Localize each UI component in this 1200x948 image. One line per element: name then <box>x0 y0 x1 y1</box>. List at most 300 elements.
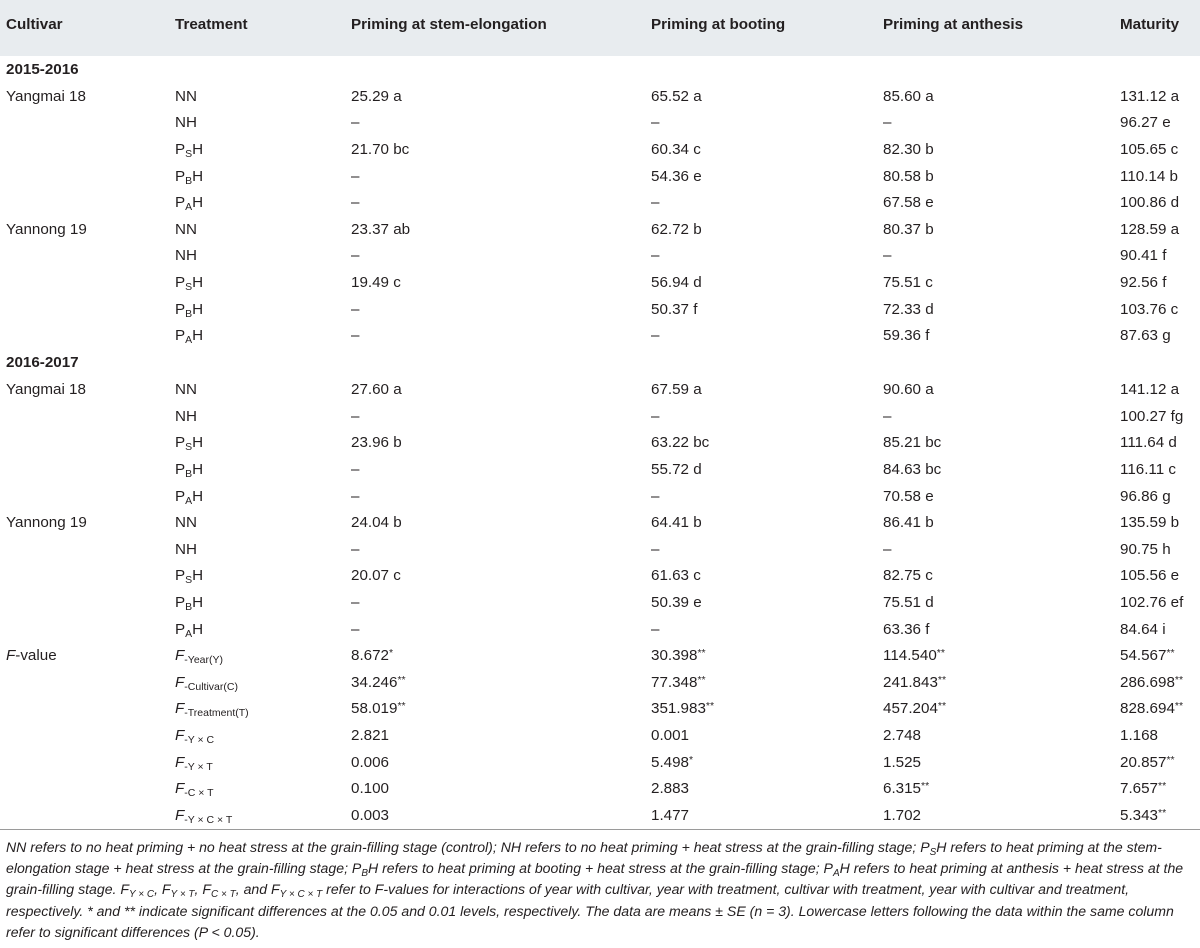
value-cell: – <box>351 407 360 425</box>
value-cell: 116.11 c <box>1120 461 1177 479</box>
value-cell: 25.29 a <box>351 87 402 105</box>
significance-marker: ** <box>1158 806 1167 819</box>
value-cell: 67.59 a <box>651 381 702 399</box>
treatment-code: P <box>175 461 186 479</box>
fvalue-number: 2.748 <box>883 726 922 744</box>
fvalue-term-subscript: -Y × C <box>184 733 215 746</box>
value-cell: – <box>351 540 360 558</box>
fvalue-label-f: F <box>6 647 16 665</box>
value-cell: 63.36 f <box>883 620 930 638</box>
fvalue-term-f: F <box>175 647 185 665</box>
value-cell: – <box>351 620 360 638</box>
value-cell: 55.72 d <box>651 461 702 479</box>
value-cell: 131.12 a <box>1120 87 1180 105</box>
fvalue-label-cell <box>0 749 175 776</box>
treatment-subscript: B <box>185 600 193 613</box>
treatment-code: NH <box>175 407 197 425</box>
cultivar-cell <box>0 323 175 350</box>
footnote-subscript: C × T <box>211 889 236 901</box>
fvalue-term-f: F <box>175 753 185 771</box>
fvalue-number: 1.477 <box>651 806 690 824</box>
value-cell: 87.63 g <box>1120 327 1171 345</box>
treatment-subscript: A <box>185 334 193 347</box>
fvalue-term-f: F <box>175 780 185 798</box>
treatment-subscript: A <box>185 627 193 640</box>
header-treatment: Treatment <box>175 16 248 33</box>
value-cell: – <box>651 487 660 505</box>
value-cell: – <box>651 194 660 212</box>
footnote-text: H refers to heat priming at anthesis + heat stress at the grain-filling stage. F <box>6 860 1184 898</box>
fvalue-number: 6.315 <box>883 780 922 798</box>
value-cell: 85.60 a <box>883 87 934 105</box>
table-row <box>0 190 1200 217</box>
treatment-suffix: H <box>192 434 204 452</box>
treatment-code: P <box>175 300 186 318</box>
value-cell: 90.60 a <box>883 381 934 399</box>
significance-marker: ** <box>397 673 406 686</box>
treatment-subscript: S <box>185 574 193 587</box>
significance-marker: ** <box>936 647 945 660</box>
treatment-cell <box>175 404 351 431</box>
treatment-suffix: H <box>192 567 204 585</box>
value-cell: 20.07 c <box>351 567 401 585</box>
fvalue-cell <box>351 643 651 670</box>
table-row <box>0 323 1200 350</box>
value-cell: – <box>351 593 360 611</box>
value-cell: – <box>883 407 892 425</box>
cultivar-cell <box>0 84 175 111</box>
fvalue-term-subscript: -Y × T <box>184 760 213 773</box>
fvalue-cell <box>1120 643 1200 670</box>
fvalue-cell <box>351 802 651 829</box>
header-row <box>0 0 1200 56</box>
fvalue-number: 5.343 <box>1120 806 1159 824</box>
fvalue-term-subscript: -Year(Y) <box>184 654 223 667</box>
cultivar-cell <box>0 616 175 643</box>
fvalue-term-f: F <box>175 806 185 824</box>
value-cell: 92.56 f <box>1120 273 1167 291</box>
fvalue-cell <box>1120 696 1200 723</box>
fvalue-term-subscript: -Y × C × T <box>184 813 233 826</box>
fvalue-number: 20.857 <box>1120 753 1167 771</box>
fvalue-number: 0.003 <box>351 806 390 824</box>
table-row <box>0 377 1200 404</box>
value-cell: 59.36 f <box>883 327 930 345</box>
cultivar-cell <box>0 510 175 537</box>
fvalue-label-cell <box>0 696 175 723</box>
fvalue-number: 1.168 <box>1120 726 1159 744</box>
table-body <box>0 56 1200 829</box>
year-section-row <box>0 56 1200 84</box>
cultivar-cell <box>0 404 175 431</box>
cultivar-name: Yannong 19 <box>6 220 87 238</box>
cultivar-cell <box>0 296 175 323</box>
value-cell: – <box>351 300 360 318</box>
value-cell: 27.60 a <box>351 381 402 399</box>
fvalue-cell <box>351 669 651 696</box>
significance-marker: ** <box>697 673 706 686</box>
treatment-subscript: B <box>185 468 193 481</box>
fvalue-number: 1.525 <box>883 753 922 771</box>
value-cell: 85.21 bc <box>883 434 942 452</box>
treatment-code: P <box>175 140 186 158</box>
treatment-cell <box>175 216 351 243</box>
fvalue-cell <box>651 696 883 723</box>
value-cell: 63.22 bc <box>651 434 710 452</box>
year-section-row <box>0 349 1200 377</box>
footnote-text: H refers to heat priming at booting + heat stress at the grain-filling stage; P <box>367 860 833 877</box>
fvalue-number: 34.246 <box>351 673 398 691</box>
cultivar-cell <box>0 457 175 484</box>
value-cell: 105.56 e <box>1120 567 1180 585</box>
cultivar-cell <box>0 216 175 243</box>
treatment-code: P <box>175 567 186 585</box>
value-cell: – <box>351 327 360 345</box>
treatment-suffix: H <box>192 593 204 611</box>
fvalue-number: 58.019 <box>351 700 398 718</box>
treatment-suffix: H <box>192 487 204 505</box>
significance-marker: ** <box>1174 673 1184 686</box>
cultivar-cell <box>0 190 175 217</box>
fvalue-cell <box>651 802 883 829</box>
fvalue-number: 828.694 <box>1120 700 1175 718</box>
fvalue-cell <box>883 749 1120 776</box>
footnote-text: , F <box>194 881 211 898</box>
value-cell: – <box>651 620 660 638</box>
cultivar-name: Yangmai 18 <box>6 381 86 399</box>
value-cell: 100.86 d <box>1120 194 1180 212</box>
value-cell: 105.65 c <box>1120 140 1179 158</box>
value-cell: 56.94 d <box>651 273 702 291</box>
value-cell: 141.12 a <box>1120 381 1180 399</box>
fvalue-label-cell <box>0 802 175 829</box>
value-cell: 21.70 bc <box>351 140 410 158</box>
value-cell: – <box>351 487 360 505</box>
fvalue-cell <box>1120 669 1200 696</box>
value-cell: – <box>351 247 360 265</box>
table-row <box>0 510 1200 537</box>
value-cell: 23.96 b <box>351 434 402 452</box>
footnote-subscript: S <box>929 847 937 859</box>
fvalue-cell <box>351 776 651 803</box>
value-cell: 90.41 f <box>1120 247 1167 265</box>
treatment-cell <box>175 510 351 537</box>
fvalue-term-cell <box>175 643 351 670</box>
fvalue-label-cell <box>0 669 175 696</box>
value-cell: 111.64 d <box>1120 434 1177 452</box>
treatment-code: P <box>175 327 186 345</box>
value-cell: 80.58 b <box>883 167 934 185</box>
value-cell: 96.86 g <box>1120 487 1171 505</box>
fvalue-term-subscript: -Treatment(T) <box>184 707 249 720</box>
value-cell: 75.51 c <box>883 273 933 291</box>
value-cell: – <box>351 461 360 479</box>
fvalue-cell <box>651 643 883 670</box>
significance-marker: ** <box>1166 647 1175 660</box>
cultivar-cell <box>0 563 175 590</box>
fvalue-label-cell <box>0 723 175 750</box>
treatment-cell <box>175 616 351 643</box>
table-row <box>0 110 1200 137</box>
treatment-cell <box>175 563 351 590</box>
value-cell: 82.30 b <box>883 140 934 158</box>
table-row <box>0 430 1200 457</box>
footnote-text: NN refers to no heat priming + no heat stress at the grain-filling stage (control); NH refers to no heat priming + heat stress at the grain-filling stage; P <box>6 839 930 856</box>
treatment-code: P <box>175 620 186 638</box>
fvalue-number: 8.672 <box>351 647 390 665</box>
treatment-suffix: H <box>192 140 204 158</box>
significance-marker: ** <box>697 647 706 660</box>
fvalue-cell <box>651 723 883 750</box>
value-cell: – <box>651 540 660 558</box>
value-cell: – <box>351 114 360 132</box>
table-header <box>0 0 1200 56</box>
header-priming-stem-elongation: Priming at stem-elongation <box>351 16 547 33</box>
fvalue-cell <box>1120 776 1200 803</box>
treatment-suffix: H <box>192 300 204 318</box>
fvalue-cell <box>1120 723 1200 750</box>
footnote-subscript: Y × C <box>128 889 155 901</box>
fvalue-number: 77.348 <box>651 673 698 691</box>
table-row <box>0 216 1200 243</box>
fvalue-term-cell <box>175 723 351 750</box>
fvalue-cell <box>883 723 1120 750</box>
header-maturity: Maturity <box>1120 16 1180 33</box>
table-row <box>0 84 1200 111</box>
treatment-subscript: S <box>185 147 193 160</box>
treatment-code: P <box>175 273 186 291</box>
fvalue-cell <box>351 696 651 723</box>
fvalue-number: 54.567 <box>1120 647 1167 665</box>
cultivar-cell <box>0 270 175 297</box>
value-cell: 72.33 d <box>883 300 934 318</box>
table-row <box>0 163 1200 190</box>
fvalue-cell <box>1120 802 1200 829</box>
fvalue-row <box>0 776 1200 803</box>
treatment-cell <box>175 537 351 564</box>
treatment-code: NN <box>175 381 197 399</box>
fvalue-row <box>0 723 1200 750</box>
value-cell: 61.63 c <box>651 567 701 585</box>
fvalue-cell <box>883 696 1120 723</box>
fvalue-cell <box>351 723 651 750</box>
value-cell: 50.37 f <box>651 300 698 318</box>
value-cell: 80.37 b <box>883 220 934 238</box>
significance-marker: ** <box>937 700 947 713</box>
significance-marker: ** <box>1166 753 1175 766</box>
significance-marker: ** <box>921 780 930 793</box>
treatment-cell <box>175 483 351 510</box>
footnote-subscript: Y × T <box>170 889 195 901</box>
treatment-code: P <box>175 593 186 611</box>
treatment-cell <box>175 377 351 404</box>
value-cell: 84.63 bc <box>883 461 942 479</box>
value-cell: 54.36 e <box>651 167 702 185</box>
value-cell: 128.59 a <box>1120 220 1180 238</box>
fvalue-term-cell <box>175 802 351 829</box>
cultivar-cell <box>0 483 175 510</box>
table-row <box>0 616 1200 643</box>
cultivar-cell <box>0 137 175 164</box>
fvalue-term-cell <box>175 749 351 776</box>
treatment-code: P <box>175 167 186 185</box>
value-cell: 19.49 c <box>351 273 401 291</box>
value-cell: 110.14 b <box>1120 167 1178 185</box>
footnote-text: H refers to heat priming at the stem-elongation stage + heat stress at the grain-filling stage; P <box>6 839 1162 877</box>
treatment-cell <box>175 296 351 323</box>
fvalue-term-f: F <box>175 726 185 744</box>
fvalue-row <box>0 643 1200 670</box>
treatment-code: NH <box>175 114 197 132</box>
value-cell: – <box>651 327 660 345</box>
treatment-code: P <box>175 487 186 505</box>
footnote-text: , F <box>154 881 171 898</box>
value-cell: – <box>651 407 660 425</box>
treatment-cell <box>175 457 351 484</box>
significance-marker: ** <box>705 700 715 713</box>
fvalue-term-f: F <box>175 700 185 718</box>
fvalue-number: 1.702 <box>883 806 922 824</box>
footnote-text: , and F <box>235 881 280 898</box>
fvalue-number: 241.843 <box>883 673 938 691</box>
treatment-suffix: H <box>192 620 204 638</box>
treatment-cell <box>175 163 351 190</box>
value-cell: 60.34 c <box>651 140 701 158</box>
significance-marker: ** <box>397 700 406 713</box>
treatment-subscript: A <box>185 201 193 214</box>
treatment-suffix: H <box>192 327 204 345</box>
treatment-cell <box>175 84 351 111</box>
value-cell: 100.27 fg <box>1120 407 1184 425</box>
table-row <box>0 537 1200 564</box>
footnote-subscript: Y × C × T <box>279 889 323 901</box>
significance-marker: ** <box>1174 700 1184 713</box>
value-cell: 135.59 b <box>1120 514 1180 532</box>
treatment-code: NN <box>175 220 197 238</box>
fvalue-number: 2.821 <box>351 726 390 744</box>
year-label: 2015-2016 <box>6 60 79 78</box>
table-row <box>0 243 1200 270</box>
fvalue-term-f: F <box>175 673 185 691</box>
table-row <box>0 483 1200 510</box>
value-cell: 84.64 i <box>1120 620 1166 638</box>
fvalue-number: 0.001 <box>651 726 690 744</box>
treatment-suffix: H <box>192 273 204 291</box>
treatment-subscript: B <box>185 307 193 320</box>
table-footnote <box>0 830 1200 943</box>
treatment-suffix: H <box>192 194 204 212</box>
fvalue-number: 5.498 <box>651 753 690 771</box>
fvalue-number: 2.883 <box>651 780 690 798</box>
value-cell: 82.75 c <box>883 567 933 585</box>
fvalue-term-cell <box>175 776 351 803</box>
fvalue-number: 114.540 <box>883 647 937 665</box>
value-cell: – <box>651 247 660 265</box>
fvalue-cell <box>651 749 883 776</box>
fvalue-cell <box>1120 749 1200 776</box>
value-cell: 24.04 b <box>351 514 402 532</box>
treatment-cell <box>175 430 351 457</box>
cultivar-cell <box>0 110 175 137</box>
treatment-cell <box>175 190 351 217</box>
fvalue-term-cell <box>175 696 351 723</box>
significance-marker: ** <box>937 673 947 686</box>
fvalue-number: 286.698 <box>1120 673 1175 691</box>
treatment-code: NN <box>175 514 197 532</box>
cultivar-name: Yangmai 18 <box>6 87 86 105</box>
fvalue-row <box>0 696 1200 723</box>
cultivar-name: Yannong 19 <box>6 514 87 532</box>
table-row <box>0 457 1200 484</box>
header-priming-anthesis: Priming at anthesis <box>883 16 1024 33</box>
footnote-subscript: A <box>832 868 840 880</box>
fvalue-row <box>0 749 1200 776</box>
treatment-cell <box>175 137 351 164</box>
table-row <box>0 296 1200 323</box>
value-cell: 102.76 ef <box>1120 593 1184 611</box>
table-row <box>0 590 1200 617</box>
cultivar-cell <box>0 430 175 457</box>
fvalue-number: 30.398 <box>651 647 698 665</box>
table-row <box>0 270 1200 297</box>
significance-marker: * <box>389 647 394 660</box>
treatment-cell <box>175 243 351 270</box>
value-cell: 96.27 e <box>1120 114 1171 132</box>
cultivar-cell <box>0 163 175 190</box>
treatment-code: NH <box>175 540 197 558</box>
treatment-subscript: S <box>185 280 193 293</box>
cultivar-cell <box>0 243 175 270</box>
header-cultivar: Cultivar <box>6 16 63 33</box>
treatment-code: NH <box>175 247 197 265</box>
fvalue-label-suffix: -value <box>15 647 57 665</box>
fvalue-cell <box>651 669 883 696</box>
value-cell: – <box>883 114 892 132</box>
treatment-code: NN <box>175 87 197 105</box>
treatment-code: P <box>175 194 186 212</box>
value-cell: 90.75 h <box>1120 540 1171 558</box>
treatment-code: P <box>175 434 186 452</box>
treatment-subscript: A <box>185 494 193 507</box>
value-cell: 103.76 c <box>1120 300 1179 318</box>
fvalue-row <box>0 802 1200 829</box>
treatment-cell <box>175 270 351 297</box>
fvalue-row <box>0 669 1200 696</box>
value-cell: 65.52 a <box>651 87 702 105</box>
fvalue-term-cell <box>175 669 351 696</box>
fvalue-number: 457.204 <box>883 700 938 718</box>
fvalue-cell <box>651 776 883 803</box>
header-priming-booting: Priming at booting <box>651 16 786 33</box>
table-row <box>0 137 1200 164</box>
fvalue-cell <box>883 669 1120 696</box>
value-cell: 86.41 b <box>883 514 934 532</box>
value-cell: 62.72 b <box>651 220 702 238</box>
cultivar-cell <box>0 537 175 564</box>
treatment-subscript: B <box>185 174 193 187</box>
fvalue-label-cell <box>0 776 175 803</box>
fvalue-number: 7.657 <box>1120 780 1159 798</box>
fvalue-number: 0.006 <box>351 753 390 771</box>
value-cell: 70.58 e <box>883 487 934 505</box>
fvalue-term-subscript: -C × T <box>184 787 214 800</box>
value-cell: – <box>651 114 660 132</box>
fvalue-cell <box>883 643 1120 670</box>
significance-marker: ** <box>1158 780 1167 793</box>
footnote-subscript: B <box>361 868 368 880</box>
value-cell: 50.39 e <box>651 593 702 611</box>
value-cell: – <box>351 167 360 185</box>
